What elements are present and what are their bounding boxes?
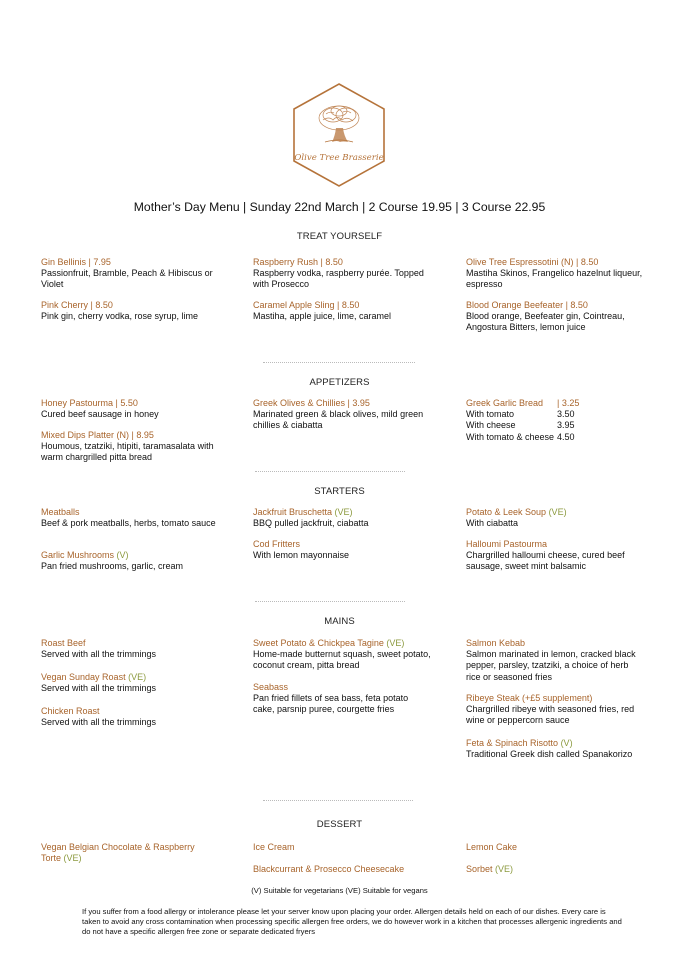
divider	[255, 601, 405, 602]
item-tagine	[253, 638, 431, 672]
item-ice-cream	[253, 842, 431, 853]
item-name: Halloumi Pastourma	[466, 539, 548, 549]
item-meatballs	[41, 507, 219, 529]
item-price: | 5.50	[113, 398, 138, 408]
item-price: | 8.50	[563, 300, 588, 310]
item-price: | 8.95	[129, 430, 154, 440]
item-gin-bellinis	[41, 257, 219, 291]
item-caramel-apple-sling	[253, 300, 431, 322]
divider	[263, 362, 415, 363]
item-name: Raspberry Rush	[253, 257, 319, 267]
item-desc: Salmon marinated in lemon, cracked black pepper, parsley, tzatziki, a choice of herb rice or seasoned fries	[466, 649, 636, 682]
item-chicken-roast	[41, 706, 219, 728]
item-name: Vegan Sunday Roast	[41, 672, 126, 682]
item-feta-spinach-risotto	[466, 738, 644, 760]
item-desc: Served with all the trimmings	[41, 683, 157, 694]
item-price: | 8.50	[88, 300, 113, 310]
item-name: Vegan Belgian Chocolate & Raspberry Torte	[41, 842, 195, 864]
item-desc: Pink gin, cherry vodka, rose syrup, lime	[41, 311, 199, 322]
item-name: Blackcurrant & Prosecco Cheesecake	[253, 864, 405, 874]
olive-tree-icon	[291, 82, 387, 188]
item-jackfruit-bruschetta	[253, 507, 431, 529]
item-name: Feta & Spinach Risotto	[466, 738, 559, 748]
item-cod-fritters	[253, 539, 431, 561]
item-desc: Served with all the trimmings	[41, 717, 157, 728]
item-price: | 8.50	[334, 300, 360, 310]
item-name: Gin Bellinis	[41, 257, 87, 267]
item-espressotini	[466, 257, 644, 291]
item-name: Potato & Leek Soup	[466, 507, 547, 517]
item-desc: Served with all the trimmings	[41, 649, 157, 660]
diet-tag: (VE)	[332, 507, 353, 517]
item-price: | 7.95	[86, 257, 111, 267]
option-label: With tomato & cheese	[466, 431, 555, 442]
diet-tag: (VE)	[546, 507, 567, 517]
item-desc: Houmous, tzatziki, htipiti, taramasalata with warm chargrilled pitta bread	[41, 441, 214, 463]
item-desc: Marinated green & black olives, mild green chillies & ciabatta	[253, 409, 424, 431]
allergen-disclaimer: If you suffer from a food allergy or intolerance please let your server know upon placing your order. Allergen details held on each of our dishes. Every care is taken to avoid any cross contamination when processing specific allergen free orders, we do however work in a kitchen that processes allergenic ingredients and do not have a specific allergen free zone or separate dedicated fryers	[82, 907, 622, 936]
section-dessert-title: DESSERT	[316, 819, 363, 830]
item-name: Honey Pastourma	[41, 398, 114, 408]
divider	[255, 471, 405, 472]
item-greek-olives	[253, 398, 431, 432]
item-desc: Pan fried fillets of sea bass, feta potato cake, parsnip puree, courgette fries	[253, 693, 409, 715]
item-greek-garlic-bread	[466, 398, 646, 443]
item-desc: Mastiha Skinos, Frangelico hazelnut liqueur, espresso	[466, 268, 643, 290]
item-raspberry-rush	[253, 257, 431, 291]
item-cheesecake	[253, 864, 431, 875]
item-name: Sweet Potato & Chickpea Tagine	[253, 638, 384, 648]
item-desc: Home-made butternut squash, sweet potato, coconut cream, pitta bread	[253, 649, 431, 671]
item-desc: Blood orange, Beefeater gin, Cointreau, Angostura Bitters, lemon juice	[466, 311, 625, 333]
item-halloumi-pastourma	[466, 539, 644, 573]
item-name: Ribeye Steak (+£5 supplement)	[466, 693, 593, 703]
option-label: With tomato	[466, 409, 515, 420]
item-name: Greek Garlic Bread	[466, 398, 544, 408]
item-name: Roast Beef	[41, 638, 86, 648]
item-sorbet	[466, 864, 644, 875]
item-price: | 8.50	[318, 257, 343, 267]
item-desc: Mastiha, apple juice, lime, caramel	[253, 311, 392, 322]
item-desc: With ciabatta	[466, 518, 519, 529]
item-garlic-mushrooms	[41, 550, 219, 572]
item-name: Meatballs	[41, 507, 80, 517]
item-name: Ice Cream	[253, 842, 295, 852]
diet-tag: (V)	[114, 550, 129, 560]
item-name: Greek Olives & Chillies	[253, 398, 346, 408]
item-desc: Traditional Greek dish called Spanakorizo	[466, 749, 633, 760]
item-name: Lemon Cake	[466, 842, 518, 852]
section-appetizers-title: APPETIZERS	[309, 377, 370, 388]
item-name: Mixed Dips Platter (N)	[41, 430, 130, 440]
option-price: 3.95	[557, 420, 575, 431]
item-name: Blood Orange Beefeater	[466, 300, 564, 310]
option-price: 4.50	[557, 431, 575, 442]
diet-tag: (VE)	[492, 864, 514, 874]
item-name: Jackfruit Bruschetta	[253, 507, 333, 517]
section-starters-title: STARTERS	[314, 486, 365, 497]
item-name: Pink Cherry	[41, 300, 89, 310]
item-desc: Chargrilled ribeye with seasoned fries, red wine or peppercorn sauce	[466, 704, 635, 726]
diet-tag: (V)	[558, 738, 573, 748]
item-vegan-sunday-roast	[41, 672, 219, 694]
item-honey-pastourma	[41, 398, 219, 420]
item-pink-cherry	[41, 300, 219, 322]
item-desc: Raspberry vodka, raspberry purée. Topped with Prosecco	[253, 268, 424, 290]
item-potato-leek-soup	[466, 507, 644, 529]
item-name: Olive Tree Espressotini (N)	[466, 257, 574, 267]
item-name: Caramel Apple Sling	[253, 300, 335, 310]
diet-tag: (VE)	[61, 853, 82, 864]
section-mains-title: MAINS	[324, 616, 355, 627]
item-name: Sorbet	[466, 864, 493, 874]
dietary-key: (V) Suitable for vegetarians (VE) Suitable for vegans	[251, 886, 428, 895]
item-price: | 3.25	[557, 398, 580, 408]
item-seabass	[253, 682, 431, 716]
item-desc: Pan fried mushrooms, garlic, cream	[41, 561, 184, 572]
item-ribeye-steak	[466, 693, 644, 727]
item-name: Garlic Mushrooms	[41, 550, 115, 560]
item-mixed-dips	[41, 430, 219, 464]
diet-tag: (VE)	[125, 672, 147, 682]
item-name: Salmon Kebab	[466, 638, 526, 648]
item-desc: Passionfruit, Bramble, Peach & Hibiscus or Violet	[41, 268, 213, 290]
item-desc: With lemon mayonnaise	[253, 550, 350, 561]
item-lemon-cake	[466, 842, 644, 853]
item-salmon-kebab	[466, 638, 644, 683]
option-label: With cheese	[466, 420, 516, 431]
item-name: Cod Fritters	[253, 539, 301, 549]
item-desc: BBQ pulled jackfruit, ciabatta	[253, 518, 369, 529]
diet-tag: (VE)	[383, 638, 405, 648]
item-vegan-torte	[41, 842, 209, 864]
item-desc: Beef & pork meatballs, herbs, tomato sauce	[41, 518, 216, 529]
item-price: | 8.50	[573, 257, 599, 267]
brand-name: Olive Tree Brasserie	[294, 153, 384, 163]
item-blood-orange-beefeater	[466, 300, 644, 334]
menu-title: Mother’s Day Menu | Sunday 22nd March | 2 Course 19.95 | 3 Course 22.95	[133, 200, 546, 214]
option-price: 3.50	[557, 409, 575, 420]
item-price: | 3.95	[345, 398, 370, 408]
section-treat-title: TREAT YOURSELF	[296, 231, 383, 242]
brand-logo	[291, 82, 387, 188]
item-name: Chicken Roast	[41, 706, 100, 716]
item-name: Seabass	[253, 682, 289, 692]
divider	[263, 800, 413, 801]
item-desc: Chargrilled halloumi cheese, cured beef sausage, sweet mint balsamic	[466, 550, 625, 572]
item-desc: Cured beef sausage in honey	[41, 409, 159, 420]
item-roast-beef	[41, 638, 219, 660]
